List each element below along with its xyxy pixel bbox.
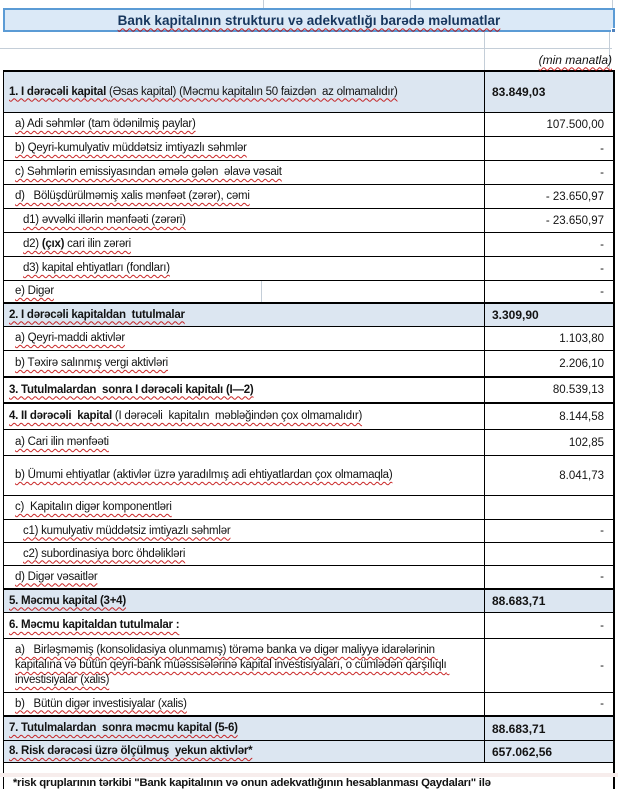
- row-label-cell-6b[interactable]: [4, 693, 485, 715]
- row-label-cell-4c2[interactable]: [4, 543, 485, 565]
- row-label-text: 1. I dərəcəli kapital: [9, 85, 109, 98]
- row-label-cell-4b[interactable]: [4, 456, 485, 495]
- row-label-cell-1d3[interactable]: [4, 257, 485, 280]
- row-value-cell-1b[interactable]: -: [600, 142, 604, 155]
- table-row-1b: [4, 136, 613, 160]
- row-value-cell-2a[interactable]: 1.103,80: [559, 332, 604, 345]
- row-value-cell-6b[interactable]: -: [600, 698, 604, 710]
- table-row-1a: [4, 112, 613, 136]
- table-row-2b: [4, 350, 613, 376]
- table-row-4c2: [4, 542, 613, 565]
- row-value-cell-2b[interactable]: 2.206,10: [559, 357, 604, 370]
- row-value-cell-4a[interactable]: 102,85: [568, 436, 604, 449]
- row-value-cell-1[interactable]: 83.849,03: [492, 85, 546, 99]
- row-label-text: a) Adi səhmlər (tam ödənilmiş paylar): [15, 118, 196, 131]
- row-value-cell-4d[interactable]: -: [600, 571, 604, 583]
- row-label-text: c) Kapitalın digər komponentləri: [15, 501, 172, 514]
- row-label-cell-6a[interactable]: [4, 639, 485, 692]
- table-row-1d1: [4, 208, 613, 232]
- table-row-4c1: [4, 519, 613, 542]
- row-value-cell-7[interactable]: 88.683,71: [492, 721, 546, 736]
- table-row-1: [4, 72, 613, 112]
- row-label-cell-8[interactable]: [4, 741, 485, 762]
- capital-table: [3, 70, 615, 763]
- row-label-cell-4a[interactable]: [4, 430, 485, 455]
- row-label-cell-1c[interactable]: [4, 161, 485, 184]
- row-value-cell-1d[interactable]: - 23.650,97: [545, 190, 604, 203]
- row-label-cell-4[interactable]: [4, 404, 485, 429]
- row-label-text: b) Ümumi ehtiyatlar (aktivlər üzrə yaradılmış adi ehtiyatlardan çox olmamaqla): [15, 469, 393, 482]
- row-label-cell-1d1[interactable]: [4, 209, 485, 232]
- row-value-cell-5[interactable]: 88.683,71: [492, 594, 546, 608]
- row-label-cell-2b[interactable]: [4, 351, 485, 376]
- gridline: [0, 48, 612, 49]
- row-label-text: b) Qeyri-kumulyativ müddətsiz imtiyazlı səhmlər: [15, 142, 247, 155]
- row-value-cell-1a[interactable]: 107.500,00: [546, 118, 604, 131]
- row-label-cell-2[interactable]: [4, 304, 485, 326]
- table-row-6b: [4, 692, 613, 715]
- row-label-text: 7. Tutulmalardan sonra məcmu kapital (5-6): [9, 722, 238, 735]
- row-value-cell-3[interactable]: 80.539,13: [552, 384, 604, 396]
- row-label-cell-1a[interactable]: [4, 113, 485, 136]
- row-label-text: d) Digər vəsaitlər: [15, 570, 98, 583]
- row-label-text: 6. Məcmu kapitaldan tutulmalar :: [9, 619, 180, 632]
- table-row-2: [4, 302, 613, 326]
- row-value-cell-4c1[interactable]: -: [600, 525, 604, 537]
- row-label-text: a) Cari ilin mənfəəti: [15, 436, 109, 449]
- table-row-4b: [4, 455, 613, 495]
- table-row-1d3: [4, 256, 613, 280]
- gridline: [484, 32, 485, 70]
- top-spreadsheet-strip: [0, 0, 618, 8]
- gridline: [410, 0, 411, 8]
- table-row-4c: [4, 495, 613, 519]
- row-label-text: c) Səhmlərin emissiyasından əmələ gələn əlavə vəsait: [15, 166, 282, 179]
- table-row-1d2: [4, 232, 613, 256]
- gridline: [261, 281, 262, 302]
- row-value-cell-1d3[interactable]: -: [600, 262, 604, 275]
- row-label-cell-3[interactable]: [4, 378, 485, 402]
- row-value-cell-8[interactable]: 657.062,56: [492, 744, 553, 759]
- row-label-text: 8. Risk dərəcəsi üzrə ölçülmuş yekun aktivlər*: [9, 745, 253, 758]
- row-label-text: 3. Tutulmalardan sonra I dərəcəli kapitalı (I—2): [9, 383, 254, 396]
- table-row-8: [4, 740, 613, 762]
- gridline: [612, 0, 613, 8]
- row-label-text: (Əsas kapital) (Məcmu kapitalın 50 faizdən az olmamalıdır): [108, 85, 398, 98]
- table-row-1e: [4, 280, 613, 302]
- row-label-text: b) Bütün digər investisiyalar (xalis): [15, 697, 187, 710]
- row-label-text: d3) kapital ehtiyatları (fondları): [23, 262, 170, 275]
- row-label-cell-5[interactable]: [4, 590, 485, 612]
- row-label-text: d1) əvvəlki illərin mənfəəti (zərəri): [23, 214, 186, 227]
- row-label-text: d2): [23, 238, 42, 251]
- row-value-cell-4[interactable]: 8.144,58: [559, 410, 604, 423]
- row-label-text: 2. I dərəcəli kapitaldan tutulmalar: [9, 308, 185, 321]
- row-label-cell-1[interactable]: [4, 72, 485, 112]
- row-value-cell-1e[interactable]: -: [600, 285, 604, 298]
- row-label-text: a) Qeyri-maddi aktivlər: [15, 332, 125, 345]
- row-label-cell-1e[interactable]: [4, 281, 485, 302]
- header-gap-rows: [0, 32, 618, 70]
- table-row-2a: [4, 326, 613, 350]
- row-label-text: d) Bölüşdürülməmiş xalis mənfəət (zərər), cəmi: [15, 190, 250, 203]
- row-label-text: cari ilin zərəri: [64, 238, 131, 251]
- table-row-7: [4, 715, 613, 740]
- row-value-cell-2[interactable]: 3.309,90: [492, 308, 539, 322]
- row-label-text: c2) subordinasiya borc öhdəlikləri: [23, 547, 186, 560]
- row-label-text: 4. II dərəcəli kapital: [9, 410, 115, 423]
- table-row-6a: [4, 638, 613, 692]
- unit-note-text: (min manatla): [538, 52, 612, 67]
- page-bottom-strip: [0, 773, 618, 777]
- row-value-cell-1d1[interactable]: - 23.650,97: [545, 214, 604, 227]
- gridline: [263, 0, 264, 8]
- row-label-cell-4d[interactable]: [4, 566, 485, 588]
- row-label-cell-4c[interactable]: [4, 496, 485, 519]
- row-label-cell-1d[interactable]: [4, 185, 485, 208]
- row-label-cell-2a[interactable]: [4, 327, 485, 350]
- table-row-1c: [4, 160, 613, 184]
- row-value-cell-4c2[interactable]: [485, 543, 613, 565]
- row-label-text: b) Təxirə salınmış vergi aktivləri: [15, 357, 168, 370]
- table-row-4a: [4, 429, 613, 455]
- row-label-cell-4c1[interactable]: [4, 520, 485, 542]
- unit-note: [539, 49, 612, 70]
- row-value-cell-4c[interactable]: [485, 496, 613, 519]
- table-row-3: [4, 376, 613, 402]
- row-value-cell-1c[interactable]: -: [600, 166, 604, 179]
- row-label-text: e) Digər: [15, 285, 54, 298]
- row-label-cell-7[interactable]: [4, 717, 485, 740]
- row-value-cell-6a[interactable]: -: [600, 659, 604, 672]
- table-row-6: [4, 612, 613, 638]
- footnote-text: *risk qruplarının tərkibi "Bank kapitalının və onun adekvatlığının hesablanması Qaydaları" ilə: [12, 777, 491, 789]
- table-row-1d: [4, 184, 613, 208]
- row-label-cell-1d2[interactable]: [4, 233, 485, 256]
- row-label-text: (I dərəcəli kapitalın məbləğindən çox olmamalıdır): [114, 410, 363, 423]
- table-row-5: [4, 588, 613, 612]
- row-value-cell-4b[interactable]: 8.041,73: [559, 469, 604, 482]
- row-value-cell-1d2[interactable]: -: [600, 238, 604, 251]
- report-title-cell[interactable]: [3, 8, 615, 32]
- row-label-text: a) Birləşməmiş (konsolidasiya olunmamış) törəmə banka və digər maliyyə idarələrinin kapitalına və bütün qeyri-bank müəssisələrinə kapital investisiyaları, o cümlədən qarşılıqlı investisiyalar (xalis): [15, 644, 450, 686]
- report-title: Bank kapitalının strukturu və adekvatlığı barədə məlumatlar: [117, 12, 501, 28]
- table-row-4: [4, 402, 613, 429]
- row-label-text: 5. Məcmu kapital (3+4): [9, 594, 126, 607]
- row-label-text: (çıx): [41, 238, 65, 251]
- row-label-cell-1b[interactable]: [4, 137, 485, 160]
- table-row-4d: [4, 565, 613, 588]
- row-value-cell-6[interactable]: -: [600, 619, 604, 632]
- row-label-cell-6[interactable]: [4, 613, 485, 638]
- row-label-text: c1) kumulyativ müddətsiz imtiyazlı səhmlər: [23, 524, 231, 537]
